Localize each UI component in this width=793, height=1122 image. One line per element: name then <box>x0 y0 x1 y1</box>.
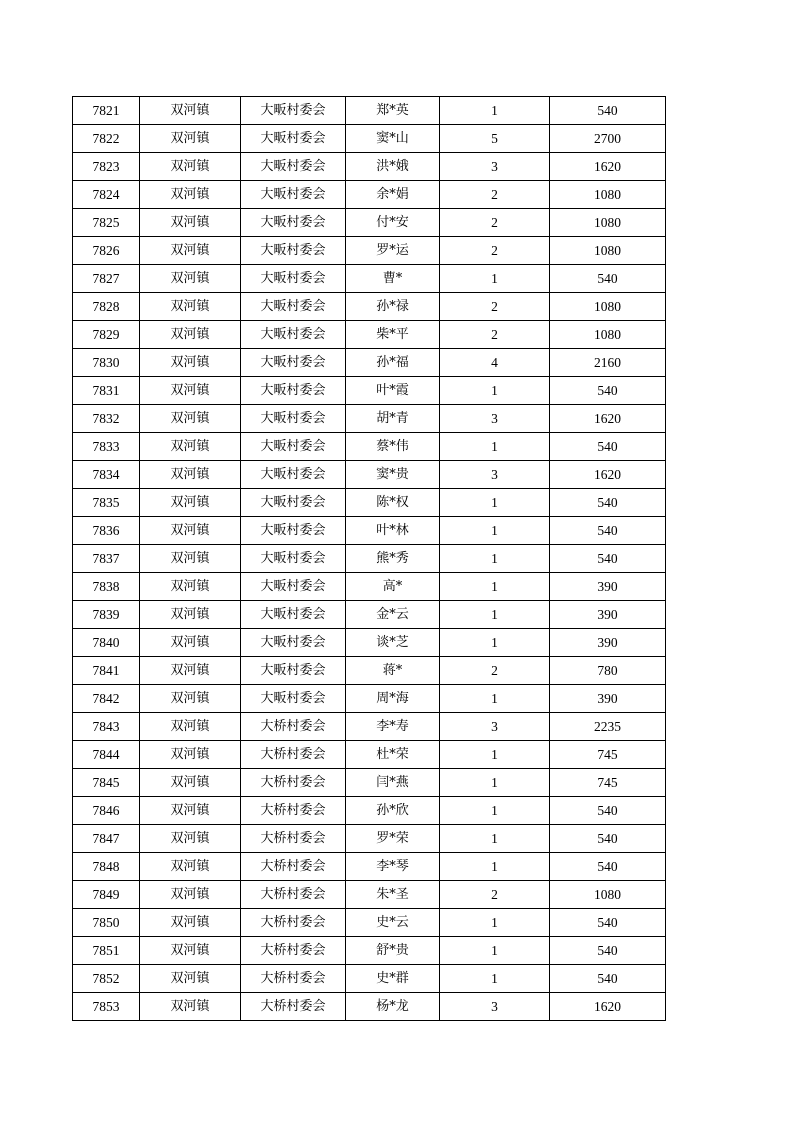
town-cell: 双河镇 <box>140 573 241 601</box>
town-cell: 双河镇 <box>140 797 241 825</box>
amount-cell: 540 <box>550 97 666 125</box>
amount-cell: 1080 <box>550 209 666 237</box>
village-committee-cell: 大畈村委会 <box>241 153 346 181</box>
town-cell: 双河镇 <box>140 181 241 209</box>
name-cell: 谈*芝 <box>346 629 440 657</box>
name-cell: 史*群 <box>346 965 440 993</box>
amount-cell: 1620 <box>550 993 666 1021</box>
amount-cell: 2235 <box>550 713 666 741</box>
amount-cell: 540 <box>550 797 666 825</box>
amount-cell: 540 <box>550 965 666 993</box>
village-committee-cell: 大畈村委会 <box>241 405 346 433</box>
count-cell: 3 <box>440 461 550 489</box>
row-number-cell: 7829 <box>73 321 140 349</box>
town-cell: 双河镇 <box>140 265 241 293</box>
row-number-cell: 7850 <box>73 909 140 937</box>
amount-cell: 540 <box>550 909 666 937</box>
name-cell: 李*寿 <box>346 713 440 741</box>
row-number-cell: 7836 <box>73 517 140 545</box>
village-committee-cell: 大桥村委会 <box>241 965 346 993</box>
village-committee-cell: 大桥村委会 <box>241 797 346 825</box>
name-cell: 蔡*伟 <box>346 433 440 461</box>
row-number-cell: 7835 <box>73 489 140 517</box>
village-committee-cell: 大畈村委会 <box>241 377 346 405</box>
town-cell: 双河镇 <box>140 125 241 153</box>
amount-cell: 1620 <box>550 153 666 181</box>
table-row <box>73 741 666 769</box>
name-cell: 孙*福 <box>346 349 440 377</box>
row-number-cell: 7822 <box>73 125 140 153</box>
name-cell: 窦*贵 <box>346 461 440 489</box>
name-cell: 洪*娥 <box>346 153 440 181</box>
table-row <box>73 181 666 209</box>
name-cell: 史*云 <box>346 909 440 937</box>
table-row <box>73 825 666 853</box>
count-cell: 1 <box>440 545 550 573</box>
row-number-cell: 7838 <box>73 573 140 601</box>
table-row <box>73 209 666 237</box>
count-cell: 2 <box>440 657 550 685</box>
town-cell: 双河镇 <box>140 769 241 797</box>
amount-cell: 540 <box>550 545 666 573</box>
village-committee-cell: 大畈村委会 <box>241 545 346 573</box>
village-committee-cell: 大畈村委会 <box>241 657 346 685</box>
table-row <box>73 125 666 153</box>
town-cell: 双河镇 <box>140 965 241 993</box>
count-cell: 2 <box>440 237 550 265</box>
row-number-cell: 7834 <box>73 461 140 489</box>
count-cell: 1 <box>440 965 550 993</box>
village-committee-cell: 大畈村委会 <box>241 349 346 377</box>
amount-cell: 1620 <box>550 461 666 489</box>
amount-cell: 390 <box>550 685 666 713</box>
table-row <box>73 237 666 265</box>
count-cell: 2 <box>440 881 550 909</box>
table-row <box>73 769 666 797</box>
town-cell: 双河镇 <box>140 881 241 909</box>
village-committee-cell: 大桥村委会 <box>241 937 346 965</box>
amount-cell: 745 <box>550 741 666 769</box>
village-committee-cell: 大桥村委会 <box>241 825 346 853</box>
table-row <box>73 517 666 545</box>
town-cell: 双河镇 <box>140 629 241 657</box>
town-cell: 双河镇 <box>140 993 241 1021</box>
name-cell: 付*安 <box>346 209 440 237</box>
table-row <box>73 797 666 825</box>
row-number-cell: 7827 <box>73 265 140 293</box>
count-cell: 1 <box>440 517 550 545</box>
count-cell: 3 <box>440 153 550 181</box>
table-row <box>73 993 666 1021</box>
town-cell: 双河镇 <box>140 685 241 713</box>
row-number-cell: 7845 <box>73 769 140 797</box>
amount-cell: 2160 <box>550 349 666 377</box>
village-committee-cell: 大桥村委会 <box>241 853 346 881</box>
data-table <box>72 96 666 1021</box>
table-row <box>73 881 666 909</box>
row-number-cell: 7833 <box>73 433 140 461</box>
table-row <box>73 573 666 601</box>
count-cell: 4 <box>440 349 550 377</box>
town-cell: 双河镇 <box>140 293 241 321</box>
row-number-cell: 7853 <box>73 993 140 1021</box>
count-cell: 1 <box>440 769 550 797</box>
village-committee-cell: 大畈村委会 <box>241 685 346 713</box>
count-cell: 1 <box>440 573 550 601</box>
amount-cell: 540 <box>550 853 666 881</box>
name-cell: 高* <box>346 573 440 601</box>
amount-cell: 540 <box>550 433 666 461</box>
name-cell: 李*琴 <box>346 853 440 881</box>
table-row <box>73 405 666 433</box>
name-cell: 舒*贵 <box>346 937 440 965</box>
amount-cell: 390 <box>550 629 666 657</box>
village-committee-cell: 大畈村委会 <box>241 97 346 125</box>
town-cell: 双河镇 <box>140 713 241 741</box>
table-row <box>73 713 666 741</box>
table-row <box>73 909 666 937</box>
name-cell: 孙*欣 <box>346 797 440 825</box>
village-committee-cell: 大畈村委会 <box>241 125 346 153</box>
village-committee-cell: 大畈村委会 <box>241 517 346 545</box>
name-cell: 柴*平 <box>346 321 440 349</box>
village-committee-cell: 大畈村委会 <box>241 461 346 489</box>
row-number-cell: 7825 <box>73 209 140 237</box>
row-number-cell: 7821 <box>73 97 140 125</box>
village-committee-cell: 大畈村委会 <box>241 433 346 461</box>
row-number-cell: 7828 <box>73 293 140 321</box>
village-committee-cell: 大桥村委会 <box>241 769 346 797</box>
row-number-cell: 7844 <box>73 741 140 769</box>
town-cell: 双河镇 <box>140 321 241 349</box>
count-cell: 1 <box>440 909 550 937</box>
name-cell: 杜*荣 <box>346 741 440 769</box>
row-number-cell: 7832 <box>73 405 140 433</box>
table-row <box>73 489 666 517</box>
count-cell: 3 <box>440 405 550 433</box>
village-committee-cell: 大桥村委会 <box>241 713 346 741</box>
table-body <box>73 97 666 1021</box>
row-number-cell: 7852 <box>73 965 140 993</box>
village-committee-cell: 大畈村委会 <box>241 265 346 293</box>
count-cell: 5 <box>440 125 550 153</box>
amount-cell: 540 <box>550 825 666 853</box>
count-cell: 1 <box>440 937 550 965</box>
count-cell: 1 <box>440 265 550 293</box>
village-committee-cell: 大畈村委会 <box>241 293 346 321</box>
town-cell: 双河镇 <box>140 601 241 629</box>
table-row <box>73 601 666 629</box>
town-cell: 双河镇 <box>140 517 241 545</box>
table-row <box>73 265 666 293</box>
name-cell: 曹* <box>346 265 440 293</box>
row-number-cell: 7841 <box>73 657 140 685</box>
row-number-cell: 7837 <box>73 545 140 573</box>
name-cell: 杨*龙 <box>346 993 440 1021</box>
village-committee-cell: 大桥村委会 <box>241 993 346 1021</box>
village-committee-cell: 大畈村委会 <box>241 181 346 209</box>
table-row <box>73 853 666 881</box>
table-row <box>73 97 666 125</box>
row-number-cell: 7842 <box>73 685 140 713</box>
count-cell: 1 <box>440 601 550 629</box>
amount-cell: 780 <box>550 657 666 685</box>
town-cell: 双河镇 <box>140 209 241 237</box>
village-committee-cell: 大桥村委会 <box>241 909 346 937</box>
table-row <box>73 629 666 657</box>
village-committee-cell: 大畈村委会 <box>241 321 346 349</box>
amount-cell: 1080 <box>550 181 666 209</box>
name-cell: 余*娟 <box>346 181 440 209</box>
count-cell: 1 <box>440 797 550 825</box>
town-cell: 双河镇 <box>140 909 241 937</box>
count-cell: 3 <box>440 993 550 1021</box>
count-cell: 1 <box>440 741 550 769</box>
town-cell: 双河镇 <box>140 657 241 685</box>
table-row <box>73 349 666 377</box>
amount-cell: 1080 <box>550 237 666 265</box>
town-cell: 双河镇 <box>140 937 241 965</box>
village-committee-cell: 大畈村委会 <box>241 489 346 517</box>
amount-cell: 540 <box>550 265 666 293</box>
amount-cell: 1080 <box>550 293 666 321</box>
count-cell: 3 <box>440 713 550 741</box>
row-number-cell: 7846 <box>73 797 140 825</box>
table-row <box>73 321 666 349</box>
count-cell: 1 <box>440 489 550 517</box>
amount-cell: 1080 <box>550 881 666 909</box>
town-cell: 双河镇 <box>140 853 241 881</box>
count-cell: 1 <box>440 97 550 125</box>
row-number-cell: 7824 <box>73 181 140 209</box>
amount-cell: 540 <box>550 489 666 517</box>
name-cell: 金*云 <box>346 601 440 629</box>
town-cell: 双河镇 <box>140 349 241 377</box>
village-committee-cell: 大畈村委会 <box>241 601 346 629</box>
table-row <box>73 545 666 573</box>
count-cell: 1 <box>440 685 550 713</box>
village-committee-cell: 大畈村委会 <box>241 629 346 657</box>
village-committee-cell: 大桥村委会 <box>241 881 346 909</box>
row-number-cell: 7840 <box>73 629 140 657</box>
count-cell: 1 <box>440 853 550 881</box>
town-cell: 双河镇 <box>140 433 241 461</box>
town-cell: 双河镇 <box>140 377 241 405</box>
name-cell: 蒋* <box>346 657 440 685</box>
table-row <box>73 937 666 965</box>
town-cell: 双河镇 <box>140 545 241 573</box>
name-cell: 陈*权 <box>346 489 440 517</box>
town-cell: 双河镇 <box>140 461 241 489</box>
row-number-cell: 7830 <box>73 349 140 377</box>
name-cell: 闫*燕 <box>346 769 440 797</box>
amount-cell: 390 <box>550 573 666 601</box>
town-cell: 双河镇 <box>140 237 241 265</box>
amount-cell: 540 <box>550 937 666 965</box>
table-row <box>73 377 666 405</box>
name-cell: 周*海 <box>346 685 440 713</box>
name-cell: 熊*秀 <box>346 545 440 573</box>
row-number-cell: 7848 <box>73 853 140 881</box>
name-cell: 叶*林 <box>346 517 440 545</box>
table-row <box>73 153 666 181</box>
count-cell: 2 <box>440 321 550 349</box>
town-cell: 双河镇 <box>140 405 241 433</box>
amount-cell: 1080 <box>550 321 666 349</box>
name-cell: 孙*禄 <box>346 293 440 321</box>
town-cell: 双河镇 <box>140 825 241 853</box>
count-cell: 2 <box>440 209 550 237</box>
row-number-cell: 7831 <box>73 377 140 405</box>
row-number-cell: 7851 <box>73 937 140 965</box>
amount-cell: 745 <box>550 769 666 797</box>
table-row <box>73 461 666 489</box>
village-committee-cell: 大畈村委会 <box>241 237 346 265</box>
table-row <box>73 965 666 993</box>
row-number-cell: 7847 <box>73 825 140 853</box>
table-row <box>73 433 666 461</box>
row-number-cell: 7843 <box>73 713 140 741</box>
village-committee-cell: 大畈村委会 <box>241 573 346 601</box>
town-cell: 双河镇 <box>140 97 241 125</box>
row-number-cell: 7823 <box>73 153 140 181</box>
row-number-cell: 7839 <box>73 601 140 629</box>
table-row <box>73 657 666 685</box>
name-cell: 胡*青 <box>346 405 440 433</box>
count-cell: 1 <box>440 377 550 405</box>
name-cell: 罗*运 <box>346 237 440 265</box>
table-row <box>73 293 666 321</box>
amount-cell: 540 <box>550 377 666 405</box>
village-committee-cell: 大桥村委会 <box>241 741 346 769</box>
town-cell: 双河镇 <box>140 741 241 769</box>
name-cell: 罗*荣 <box>346 825 440 853</box>
count-cell: 2 <box>440 293 550 321</box>
count-cell: 2 <box>440 181 550 209</box>
amount-cell: 540 <box>550 517 666 545</box>
name-cell: 叶*霞 <box>346 377 440 405</box>
row-number-cell: 7826 <box>73 237 140 265</box>
name-cell: 郑*英 <box>346 97 440 125</box>
amount-cell: 2700 <box>550 125 666 153</box>
amount-cell: 390 <box>550 601 666 629</box>
town-cell: 双河镇 <box>140 153 241 181</box>
count-cell: 1 <box>440 825 550 853</box>
table-row <box>73 685 666 713</box>
count-cell: 1 <box>440 629 550 657</box>
name-cell: 朱*圣 <box>346 881 440 909</box>
village-committee-cell: 大畈村委会 <box>241 209 346 237</box>
count-cell: 1 <box>440 433 550 461</box>
amount-cell: 1620 <box>550 405 666 433</box>
row-number-cell: 7849 <box>73 881 140 909</box>
town-cell: 双河镇 <box>140 489 241 517</box>
name-cell: 窦*山 <box>346 125 440 153</box>
